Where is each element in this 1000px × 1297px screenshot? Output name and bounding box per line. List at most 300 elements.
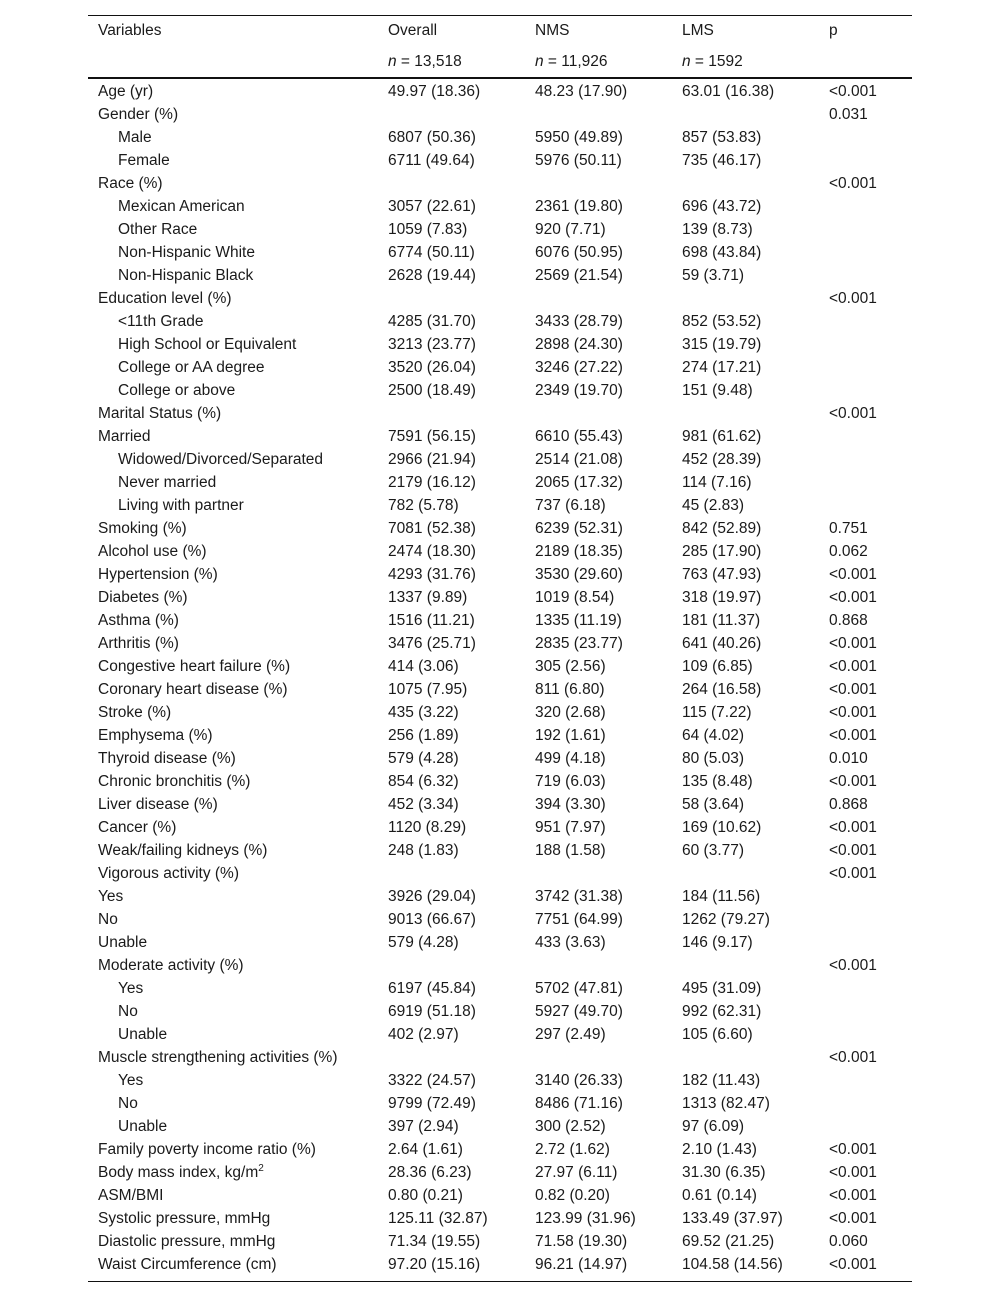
cell-nms-text: 305 (2.56) <box>535 658 606 675</box>
row-label <box>98 586 188 609</box>
row-label-text: Marital Status (%) <box>98 405 222 422</box>
row-label <box>118 471 216 494</box>
cell-p-value-text: 0.060 <box>829 1233 868 1250</box>
cell-nms <box>535 379 623 402</box>
cell-p-value <box>829 770 877 793</box>
cell-p-value-text: <0.001 <box>829 1141 877 1158</box>
cell-overall <box>388 471 476 494</box>
row-label <box>98 80 153 103</box>
cell-nms-text: 6239 (52.31) <box>535 520 623 537</box>
cell-nms-text: 951 (7.97) <box>535 819 606 836</box>
cell-lms-text: 698 (43.84) <box>682 244 762 261</box>
n-symbol: n <box>682 53 691 70</box>
cell-nms <box>535 126 623 149</box>
cell-nms-text: 2349 (19.70) <box>535 382 623 399</box>
row-label <box>98 103 178 126</box>
row-label-text: Body mass index, kg/m <box>98 1164 259 1181</box>
cell-p-value-text: <0.001 <box>829 1164 877 1181</box>
cell-overall-text: 2474 (18.30) <box>388 543 476 560</box>
cell-lms-text: 169 (10.62) <box>682 819 762 836</box>
cell-p-value-text: <0.001 <box>829 566 877 583</box>
cell-nms <box>535 1000 623 1023</box>
cell-lms <box>682 1069 760 1092</box>
cell-overall-text: 97.20 (15.16) <box>388 1256 481 1273</box>
row-label-text: Gender (%) <box>98 106 179 123</box>
cell-lms-text: 64 (4.02) <box>682 727 745 744</box>
cell-lms <box>682 793 744 816</box>
cell-overall-text: 9799 (72.49) <box>388 1095 476 1112</box>
table-row <box>0 126 1000 149</box>
cell-lms-text: 182 (11.43) <box>682 1072 761 1089</box>
cell-overall-text: 435 (3.22) <box>388 704 459 721</box>
cell-p-value-text: <0.001 <box>829 658 877 675</box>
cell-nms-text: 3246 (27.22) <box>535 359 623 376</box>
table-row <box>0 885 1000 908</box>
header-overall: Overall <box>388 22 438 39</box>
cell-nms <box>535 1092 623 1115</box>
n-symbol: n <box>535 53 544 70</box>
cell-p-value-text: <0.001 <box>829 865 877 882</box>
header-row <box>0 20 1000 42</box>
cell-overall-text: 6197 (45.84) <box>388 980 476 997</box>
cell-p-value-text: <0.001 <box>829 589 877 606</box>
cell-p-value <box>829 609 868 632</box>
table-row <box>0 540 1000 563</box>
n-lms <box>682 51 743 73</box>
cell-lms <box>682 448 761 471</box>
cell-nms <box>535 448 623 471</box>
cell-lms <box>682 931 753 954</box>
row-label <box>98 1230 275 1253</box>
cell-lms <box>682 747 744 770</box>
cell-overall <box>388 218 467 241</box>
row-label-text: Yes <box>118 980 144 997</box>
cell-lms <box>682 1000 761 1023</box>
n-overall <box>388 51 462 73</box>
cell-lms <box>682 586 761 609</box>
cell-nms-text: 2835 (23.77) <box>535 635 623 652</box>
row-label <box>118 448 323 471</box>
cell-nms <box>535 586 614 609</box>
cell-lms-text: 857 (53.83) <box>682 129 762 146</box>
cell-overall-text: 3476 (25.71) <box>388 635 476 652</box>
cell-lms-text: 69.52 (21.25) <box>682 1233 775 1250</box>
cell-nms <box>535 793 606 816</box>
row-label <box>98 1161 264 1184</box>
cell-lms-text: 45 (2.83) <box>682 497 745 514</box>
cell-nms <box>535 839 606 862</box>
cell-lms <box>682 264 744 287</box>
row-label-text: Arthritis (%) <box>98 635 179 652</box>
cell-overall-text: 7591 (56.15) <box>388 428 476 445</box>
cell-overall <box>388 632 476 655</box>
cell-p-value-text: <0.001 <box>829 773 877 790</box>
cell-overall <box>388 80 480 103</box>
cell-overall <box>388 724 459 747</box>
cell-lms <box>682 241 761 264</box>
cell-p-value <box>829 1161 877 1184</box>
cell-lms-text: 981 (61.62) <box>682 428 762 445</box>
cell-nms-text: 2361 (19.80) <box>535 198 623 215</box>
table-row <box>0 471 1000 494</box>
table-row <box>0 241 1000 264</box>
cell-lms <box>682 839 744 862</box>
cell-nms <box>535 632 623 655</box>
table-row <box>0 1230 1000 1253</box>
cell-nms <box>535 931 606 954</box>
cell-overall-text: 3057 (22.61) <box>388 198 476 215</box>
cell-overall <box>388 609 475 632</box>
table-row <box>0 724 1000 747</box>
cell-overall-text: 2628 (19.44) <box>388 267 476 284</box>
table-row <box>0 586 1000 609</box>
cell-overall-text: 125.11 (32.87) <box>388 1210 488 1227</box>
cell-overall-text: 49.97 (18.36) <box>388 83 481 100</box>
cell-p-value-text: <0.001 <box>829 957 877 974</box>
cell-lms <box>682 678 761 701</box>
row-label <box>118 494 244 517</box>
cell-p-value-text: 0.031 <box>829 106 868 123</box>
table-row <box>0 977 1000 1000</box>
cell-p-value <box>829 1138 877 1161</box>
cell-nms <box>535 425 623 448</box>
cell-lms <box>682 126 761 149</box>
cell-p-value-text: <0.001 <box>829 727 877 744</box>
cell-nms-text: 920 (7.71) <box>535 221 606 238</box>
table-row <box>0 264 1000 287</box>
cell-lms <box>682 149 761 172</box>
row-label-text: Diabetes (%) <box>98 589 188 606</box>
row-label-text: Smoking (%) <box>98 520 187 537</box>
table-row <box>0 517 1000 540</box>
cell-lms <box>682 724 744 747</box>
row-label-text: Cancer (%) <box>98 819 177 836</box>
row-label <box>118 379 235 402</box>
table-row <box>0 80 1000 103</box>
cell-nms <box>535 218 606 241</box>
cell-nms <box>535 1138 610 1161</box>
cell-lms <box>682 563 761 586</box>
cell-overall <box>388 908 476 931</box>
cell-nms <box>535 195 623 218</box>
row-label <box>98 770 250 793</box>
cell-nms <box>535 494 606 517</box>
cell-overall <box>388 678 467 701</box>
row-label <box>118 218 197 241</box>
cell-lms-text: 1262 (79.27) <box>682 911 770 928</box>
table-row <box>0 655 1000 678</box>
cell-lms <box>682 609 760 632</box>
cell-overall <box>388 701 459 724</box>
row-label-text: Other Race <box>118 221 198 238</box>
row-label-text: Thyroid disease (%) <box>98 750 236 767</box>
cell-overall-text: 782 (5.78) <box>388 497 459 514</box>
cell-overall <box>388 517 476 540</box>
cell-nms <box>535 1023 606 1046</box>
cell-nms-text: 1335 (11.19) <box>535 612 622 629</box>
row-label-text: Education level (%) <box>98 290 232 307</box>
cell-nms <box>535 655 606 678</box>
cell-lms-text: 139 (8.73) <box>682 221 753 238</box>
cell-lms <box>682 356 761 379</box>
cell-lms-text: 452 (28.39) <box>682 451 762 468</box>
table-row <box>0 1115 1000 1138</box>
cell-lms-text: 151 (9.48) <box>682 382 753 399</box>
cell-overall-text: 256 (1.89) <box>388 727 459 744</box>
cell-lms <box>682 517 761 540</box>
cell-lms-text: 104.58 (14.56) <box>682 1256 783 1273</box>
cell-nms-text: 3742 (31.38) <box>535 888 623 905</box>
cell-p-value-text: <0.001 <box>829 1256 877 1273</box>
row-label <box>118 1023 167 1046</box>
cell-nms <box>535 563 623 586</box>
cell-nms-text: 5976 (50.11) <box>535 152 622 169</box>
cell-p-value <box>829 563 877 586</box>
cell-p-value-text: <0.001 <box>829 1187 877 1204</box>
row-label-text: Unable <box>118 1026 168 1043</box>
cell-lms-text: 59 (3.71) <box>682 267 745 284</box>
cell-lms <box>682 1253 783 1276</box>
cell-nms <box>535 885 623 908</box>
n-symbol: n <box>388 53 397 70</box>
row-label-text: Unable <box>98 934 148 951</box>
cell-p-value <box>829 816 877 839</box>
row-label-text: Living with partner <box>118 497 244 514</box>
cell-overall <box>388 931 459 954</box>
cell-nms-text: 3530 (29.60) <box>535 566 623 583</box>
table-row <box>0 954 1000 977</box>
row-label-text: College or above <box>118 382 236 399</box>
cell-nms-text: 5702 (47.81) <box>535 980 623 997</box>
header-n-row <box>0 51 1000 73</box>
cell-nms-text: 2514 (21.08) <box>535 451 623 468</box>
cell-overall-text: 579 (4.28) <box>388 934 459 951</box>
table-row <box>0 356 1000 379</box>
cell-nms-text: 297 (2.49) <box>535 1026 606 1043</box>
cell-p-value <box>829 540 868 563</box>
cell-p-value <box>829 954 877 977</box>
cell-lms-text: 2.10 (1.43) <box>682 1141 757 1158</box>
cell-p-value <box>829 402 877 425</box>
row-label-text: Widowed/Divorced/Separated <box>118 451 324 468</box>
table-row <box>0 218 1000 241</box>
cell-p-value-text: 0.868 <box>829 612 868 629</box>
row-label <box>98 816 176 839</box>
cell-nms-text: 2065 (17.32) <box>535 474 623 491</box>
cell-nms-text: 737 (6.18) <box>535 497 606 514</box>
row-label <box>98 540 207 563</box>
table-row <box>0 701 1000 724</box>
row-label-text: ASM/BMI <box>98 1187 164 1204</box>
cell-nms-text: 48.23 (17.90) <box>535 83 628 100</box>
row-label <box>98 632 179 655</box>
row-label-text: No <box>118 1095 138 1112</box>
cell-nms-text: 188 (1.58) <box>535 842 606 859</box>
table-row <box>0 1161 1000 1184</box>
cell-lms-text: 0.61 (0.14) <box>682 1187 757 1204</box>
cell-lms <box>682 218 753 241</box>
cell-overall <box>388 1115 459 1138</box>
cell-overall <box>388 1092 476 1115</box>
table-row <box>0 678 1000 701</box>
n-nms <box>535 51 608 73</box>
cell-lms <box>682 425 761 448</box>
cell-p-value <box>829 862 877 885</box>
cell-nms <box>535 678 605 701</box>
cell-lms-text: 852 (53.52) <box>682 313 762 330</box>
table-row <box>0 333 1000 356</box>
cell-overall-text: 4285 (31.70) <box>388 313 476 330</box>
row-label <box>118 1069 143 1092</box>
cell-overall <box>388 1069 476 1092</box>
cell-overall <box>388 977 476 1000</box>
cell-lms <box>682 471 752 494</box>
row-label-text: Emphysema (%) <box>98 727 213 744</box>
cell-overall <box>388 1207 488 1230</box>
row-label-text: Race (%) <box>98 175 163 192</box>
row-label-text: Moderate activity (%) <box>98 957 244 974</box>
cell-nms-text: 123.99 (31.96) <box>535 1210 636 1227</box>
cell-overall <box>388 1253 480 1276</box>
row-label <box>98 862 239 885</box>
cell-nms <box>535 310 623 333</box>
row-label-text: Hypertension (%) <box>98 566 218 583</box>
cell-nms-text: 27.97 (6.11) <box>535 1164 618 1181</box>
row-label-text: Waist Circumference (cm) <box>98 1256 277 1273</box>
cell-lms <box>682 1184 757 1207</box>
row-label-text: Alcohol use (%) <box>98 543 207 560</box>
cell-nms-text: 3433 (28.79) <box>535 313 623 330</box>
cell-p-value-text: <0.001 <box>829 635 877 652</box>
row-label-text: Asthma (%) <box>98 612 179 629</box>
cell-overall-text: 452 (3.34) <box>388 796 459 813</box>
cell-lms <box>682 885 760 908</box>
row-label-text: Coronary heart disease (%) <box>98 681 288 698</box>
cell-lms <box>682 494 744 517</box>
cell-lms-text: 80 (5.03) <box>682 750 745 767</box>
row-label-text: Age (yr) <box>98 83 154 100</box>
cell-p-value <box>829 517 868 540</box>
table-row <box>0 839 1000 862</box>
cell-nms <box>535 540 623 563</box>
table-body <box>0 80 1000 1276</box>
row-label <box>98 931 147 954</box>
cell-nms-text: 300 (2.52) <box>535 1118 606 1135</box>
cell-lms-text: 264 (16.58) <box>682 681 762 698</box>
row-label-text: Weak/failing kidneys (%) <box>98 842 268 859</box>
table-row <box>0 149 1000 172</box>
row-label <box>98 678 288 701</box>
cell-overall-text: 6774 (50.11) <box>388 244 475 261</box>
cell-overall <box>388 1184 463 1207</box>
cell-p-value <box>829 80 877 103</box>
cell-nms <box>535 149 622 172</box>
top-rule <box>88 15 912 16</box>
cell-p-value <box>829 655 877 678</box>
cell-p-value-text: <0.001 <box>829 681 877 698</box>
cell-overall-text: 402 (2.97) <box>388 1026 459 1043</box>
cell-nms <box>535 1253 627 1276</box>
cell-p-value-text: <0.001 <box>829 704 877 721</box>
cell-nms-text: 811 (6.80) <box>535 681 605 698</box>
cell-overall <box>388 264 476 287</box>
cell-lms-text: 115 (7.22) <box>682 704 752 721</box>
cell-nms-text: 96.21 (14.97) <box>535 1256 628 1273</box>
row-label-text: Yes <box>118 1072 144 1089</box>
cell-nms <box>535 471 623 494</box>
cell-overall-text: 7081 (52.38) <box>388 520 476 537</box>
cell-overall <box>388 1138 463 1161</box>
table-row <box>0 310 1000 333</box>
row-label <box>98 954 244 977</box>
cell-lms <box>682 1138 757 1161</box>
cell-p-value-text: 0.062 <box>829 543 868 560</box>
cell-p-value <box>829 1184 877 1207</box>
cell-nms <box>535 977 623 1000</box>
cell-nms-text: 719 (6.03) <box>535 773 606 790</box>
row-label-text: Chronic bronchitis (%) <box>98 773 251 790</box>
cell-lms-text: 60 (3.77) <box>682 842 745 859</box>
row-label <box>98 701 171 724</box>
cell-nms <box>535 701 606 724</box>
row-label-text: No <box>118 1003 138 1020</box>
cell-overall <box>388 563 476 586</box>
cell-p-value-text: <0.001 <box>829 405 877 422</box>
cell-lms-text: 105 (6.60) <box>682 1026 753 1043</box>
row-label-text: Unable <box>118 1118 168 1135</box>
cell-nms <box>535 609 622 632</box>
cell-overall-text: 248 (1.83) <box>388 842 459 859</box>
cell-p-value <box>829 1253 877 1276</box>
cell-nms-text: 6610 (55.43) <box>535 428 623 445</box>
row-label-text: Vigorous activity (%) <box>98 865 239 882</box>
cell-overall <box>388 1000 476 1023</box>
cell-lms-text: 495 (31.09) <box>682 980 762 997</box>
cell-overall-text: 2500 (18.49) <box>388 382 476 399</box>
cell-nms-text: 5927 (49.70) <box>535 1003 623 1020</box>
header-variables: Variables <box>98 22 162 39</box>
cell-p-value-text: <0.001 <box>829 175 877 192</box>
cell-lms-text: 181 (11.37) <box>682 612 761 629</box>
cell-p-value <box>829 1230 868 1253</box>
row-label <box>98 655 290 678</box>
row-label-text: Married <box>98 428 151 445</box>
cell-nms <box>535 333 623 356</box>
cell-p-value <box>829 793 868 816</box>
cell-nms <box>535 517 623 540</box>
cell-lms <box>682 1161 766 1184</box>
row-label <box>118 264 253 287</box>
cell-overall-text: 2179 (16.12) <box>388 474 476 491</box>
cell-lms-text: 58 (3.64) <box>682 796 745 813</box>
cell-lms-text: 274 (17.21) <box>682 359 762 376</box>
cell-lms <box>682 1207 783 1230</box>
cell-nms-text: 0.82 (0.20) <box>535 1187 610 1204</box>
cell-nms-text: 394 (3.30) <box>535 796 606 813</box>
cell-lms <box>682 379 753 402</box>
cell-lms-text: 133.49 (37.97) <box>682 1210 783 1227</box>
table-row <box>0 747 1000 770</box>
table-row <box>0 494 1000 517</box>
cell-overall-text: 579 (4.28) <box>388 750 459 767</box>
cell-p-value-text: <0.001 <box>829 1210 877 1227</box>
cell-lms-text: 97 (6.09) <box>682 1118 745 1135</box>
cell-overall-text: 28.36 (6.23) <box>388 1164 472 1181</box>
cell-overall <box>388 379 476 402</box>
table-row <box>0 425 1000 448</box>
row-label <box>98 402 221 425</box>
cell-lms-text: 318 (19.97) <box>682 589 762 606</box>
